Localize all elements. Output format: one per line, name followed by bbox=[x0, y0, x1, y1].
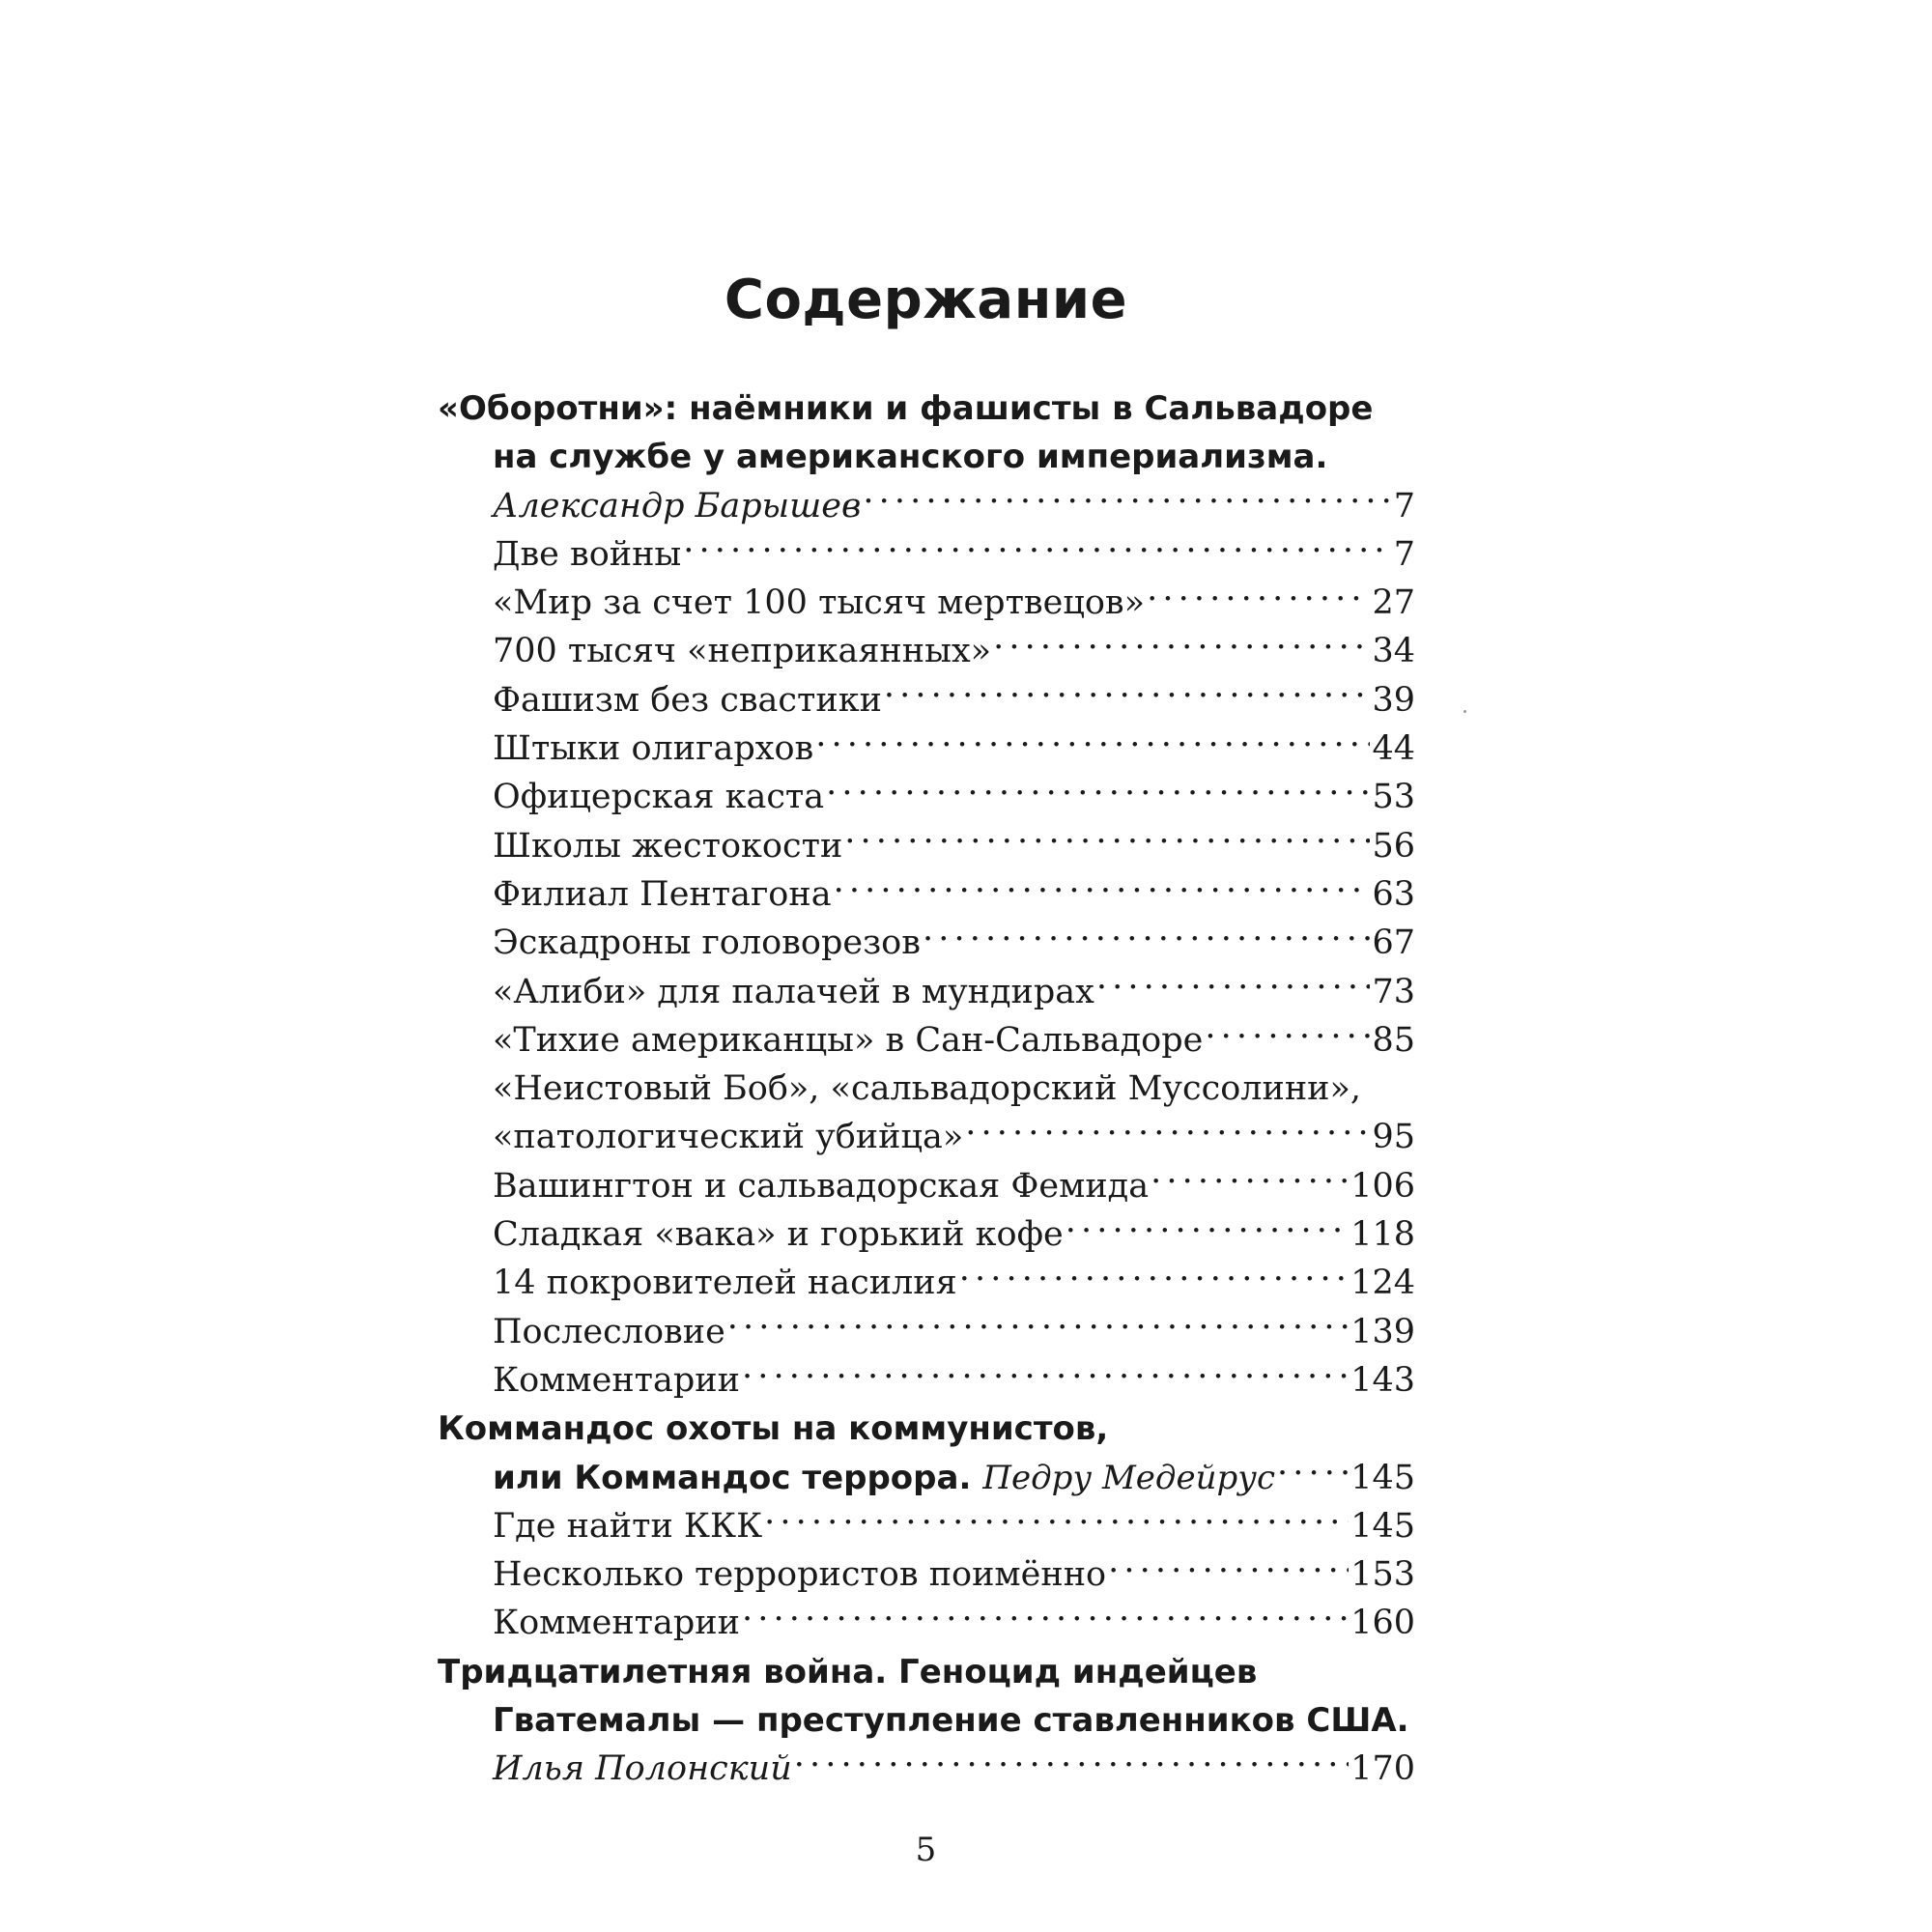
section-heading-line: «Оборотни»: наёмники и фашисты в Сальвадоре bbox=[438, 389, 1374, 428]
entry-title: «патологический убийца» bbox=[493, 1118, 964, 1157]
dot-leader bbox=[742, 1600, 1349, 1634]
toc-entry[interactable] bbox=[438, 1502, 1415, 1550]
toc-entry[interactable] bbox=[438, 822, 1415, 870]
page-number: 5 bbox=[915, 1831, 937, 1869]
dot-leader bbox=[1065, 1211, 1350, 1245]
entry-title: Где найти ККК bbox=[493, 1506, 763, 1546]
section-heading-line: на службе у американского империализма. bbox=[493, 438, 1328, 477]
page-ref: 143 bbox=[1350, 1360, 1415, 1400]
page-title: Содержание bbox=[724, 269, 1128, 331]
page-ref: 67 bbox=[1372, 923, 1415, 963]
page-ref: 153 bbox=[1350, 1555, 1415, 1595]
section-heading-line: Коммандос охоты на коммунистов, bbox=[438, 1409, 1109, 1449]
section-heading bbox=[438, 384, 1415, 433]
dot-leader bbox=[993, 628, 1370, 662]
section-heading-line: Тридцатилетняя война. Геноцид индейцев bbox=[438, 1652, 1258, 1691]
section-heading bbox=[438, 1405, 1415, 1453]
entry-title: Комментарии bbox=[493, 1360, 740, 1400]
dot-leader bbox=[965, 1114, 1370, 1148]
dot-leader bbox=[794, 1746, 1349, 1779]
toc-author-row[interactable] bbox=[438, 1454, 1415, 1502]
toc-author-row[interactable] bbox=[438, 482, 1415, 530]
toc-entry[interactable] bbox=[438, 1162, 1415, 1210]
toc-entry[interactable] bbox=[438, 773, 1415, 821]
toc-entry[interactable] bbox=[438, 1308, 1415, 1356]
entry-title: Комментарии bbox=[493, 1604, 740, 1643]
toc-entry-continuation bbox=[438, 1065, 1415, 1113]
toc-entry[interactable] bbox=[438, 870, 1415, 919]
page-ref: 106 bbox=[1350, 1166, 1415, 1206]
page-ref: 27 bbox=[1372, 583, 1415, 623]
entry-title: Эскадроны головорезов bbox=[493, 923, 921, 963]
entry-title: Сладкая «вака» и горький кофе bbox=[493, 1215, 1064, 1255]
page-ref: 39 bbox=[1372, 680, 1415, 720]
page-ref: 44 bbox=[1372, 729, 1415, 769]
entry-title: «Алиби» для палачей в мундирах bbox=[493, 972, 1094, 1011]
page-ref: 7 bbox=[1393, 486, 1415, 526]
page-ref: 170 bbox=[1350, 1749, 1415, 1789]
author-name: Педру Медейрус bbox=[982, 1458, 1276, 1497]
table-of-contents bbox=[438, 384, 1415, 1794]
toc-entry[interactable] bbox=[438, 579, 1415, 627]
toc-entry[interactable] bbox=[438, 1550, 1415, 1599]
dot-leader bbox=[884, 677, 1371, 711]
toc-entry[interactable] bbox=[438, 1356, 1415, 1405]
toc-entry[interactable] bbox=[438, 1210, 1415, 1259]
entry-title: Фашизм без свастики bbox=[493, 680, 882, 720]
dot-leader bbox=[826, 774, 1370, 808]
paper-speck bbox=[1463, 710, 1466, 713]
section-heading-line: Гватемалы — преступление ставленников США. bbox=[493, 1701, 1409, 1741]
toc-entry[interactable] bbox=[438, 968, 1415, 1016]
dot-leader bbox=[1147, 580, 1370, 613]
entry-title: Две войны bbox=[493, 534, 682, 574]
dot-leader bbox=[742, 1357, 1349, 1391]
author-name: Александр Барышев bbox=[493, 486, 862, 526]
dot-leader bbox=[1108, 1551, 1349, 1585]
dot-leader bbox=[1277, 1456, 1349, 1489]
toc-entry[interactable] bbox=[438, 530, 1415, 579]
page-ref: 63 bbox=[1372, 874, 1415, 914]
entry-title: Штыки олигархов bbox=[493, 729, 814, 769]
dot-leader bbox=[727, 1309, 1349, 1343]
entry-title-line: «Неистовый Боб», «сальвадорский Муссолини», bbox=[493, 1069, 1362, 1109]
dot-leader bbox=[683, 531, 1391, 565]
dot-leader bbox=[844, 823, 1370, 857]
entry-title: Послесловие bbox=[493, 1312, 725, 1351]
page-ref: 145 bbox=[1350, 1506, 1415, 1546]
section-heading bbox=[438, 1696, 1415, 1745]
entry-title: «Тихие американцы» в Сан-Сальвадоре bbox=[493, 1020, 1204, 1060]
toc-entry[interactable] bbox=[438, 1599, 1415, 1647]
toc-author-row[interactable] bbox=[438, 1745, 1415, 1793]
page-ref: 145 bbox=[1350, 1458, 1415, 1497]
page-ref: 73 bbox=[1372, 972, 1415, 1011]
dot-leader bbox=[1151, 1163, 1349, 1197]
entry-title: Вашингтон и сальвадорская Фемида bbox=[493, 1166, 1150, 1206]
page-ref: 124 bbox=[1350, 1264, 1415, 1303]
dot-leader bbox=[863, 483, 1391, 517]
toc-entry[interactable] bbox=[438, 724, 1415, 773]
entry-title: Офицерская каста bbox=[493, 778, 825, 817]
entry-title: Несколько террористов поимённо bbox=[493, 1555, 1107, 1595]
entry-title: Школы жестокости bbox=[493, 826, 843, 866]
dot-leader bbox=[1205, 1017, 1370, 1051]
dot-leader bbox=[1096, 969, 1371, 1003]
entry-title: 14 покровителей насилия bbox=[493, 1264, 957, 1303]
page-ref: 53 bbox=[1372, 778, 1415, 817]
page-ref: 118 bbox=[1350, 1215, 1415, 1255]
page-ref: 139 bbox=[1350, 1312, 1415, 1351]
toc-entry[interactable] bbox=[438, 1259, 1415, 1307]
toc-entry[interactable] bbox=[438, 1016, 1415, 1065]
page-ref: 7 bbox=[1393, 534, 1415, 574]
entry-title: «Мир за счет 100 тысяч мертвецов» bbox=[493, 583, 1146, 623]
entry-title: 700 тысяч «неприкаянных» bbox=[493, 632, 992, 671]
page-ref: 160 bbox=[1350, 1604, 1415, 1643]
toc-entry[interactable] bbox=[438, 627, 1415, 675]
author-name: Илья Полонский bbox=[493, 1749, 792, 1789]
section-heading bbox=[438, 433, 1415, 481]
section-heading-line: или Коммандос террора. bbox=[493, 1458, 972, 1497]
dot-leader bbox=[959, 1260, 1350, 1293]
toc-entry[interactable] bbox=[438, 919, 1415, 967]
dot-leader bbox=[923, 920, 1371, 953]
page-ref: 56 bbox=[1372, 826, 1415, 866]
dot-leader bbox=[764, 1503, 1349, 1537]
page-ref: 34 bbox=[1372, 632, 1415, 671]
toc-entry[interactable] bbox=[438, 676, 1415, 724]
toc-entry[interactable] bbox=[438, 1113, 1415, 1161]
dot-leader bbox=[834, 871, 1371, 905]
page-ref: 95 bbox=[1372, 1118, 1415, 1157]
entry-title: Филиал Пентагона bbox=[493, 874, 832, 914]
section-heading bbox=[438, 1648, 1415, 1696]
dot-leader bbox=[815, 725, 1370, 759]
page-ref: 85 bbox=[1372, 1020, 1415, 1060]
